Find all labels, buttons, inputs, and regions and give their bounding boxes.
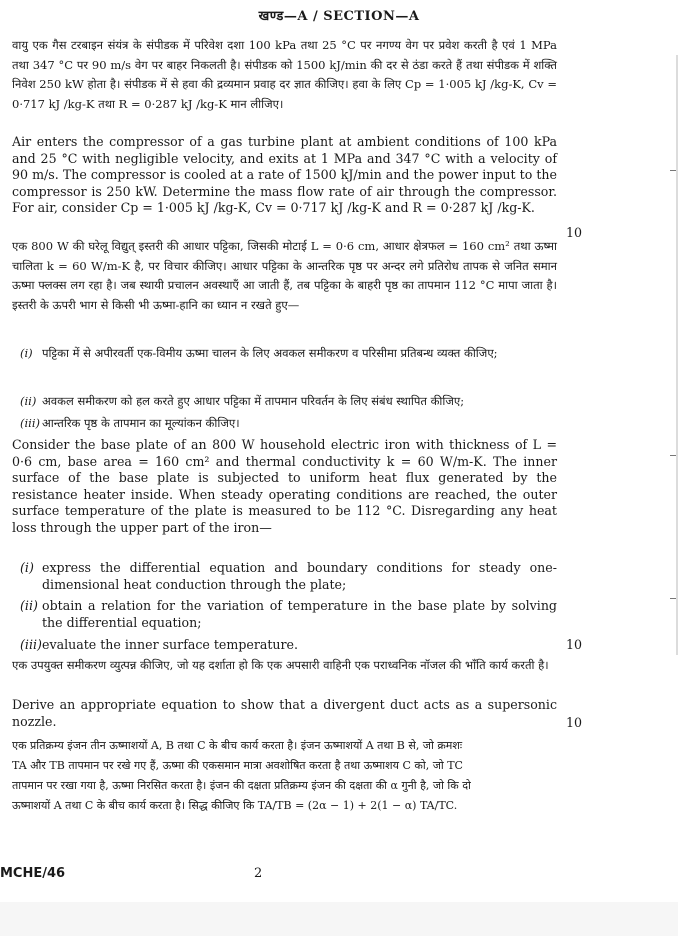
q2-hindi-item-2 (20, 392, 557, 412)
q4-hindi-line-4: ऊष्माशयों A तथा C के बीच कार्य करता है। सिद्ध कीजिए कि TA/TB = (2α − 1) + 2(1 − α) TA/TC. (12, 799, 458, 812)
q1-english: Air enters the compressor of a gas turbine plant at ambient conditions of 100 kPa and 25 °C with negligible velocity, and exits at 1 MPa and 347 °C with a velocity of 90 m/s. The compressor is cooled at a rate of 1500 kJ/min and the power input to the compressor is 250 kW. Determine the mass flow rate of air through the compressor. For air, consider Cp = 1·005 kJ /kg-K, Cv = 0·717 kJ /kg-K and R = 0·287 kJ /kg-K. (12, 134, 557, 215)
margin-tick (670, 598, 676, 599)
q2-english-item-3 (20, 637, 557, 654)
q3-marks: 10 (565, 715, 582, 730)
item-number: (ii) (20, 598, 38, 613)
item-number: (ii) (20, 394, 37, 408)
q2-hindi-item-3 (20, 414, 557, 434)
q4-hindi-line-2: TA और TB तापमान पर रखे गए हैं, ऊष्मा की एकसमान मात्रा अवशोषित करता है तथा ऊष्माशय C को, जो TC (12, 759, 463, 772)
q2-english-item-2 (20, 598, 557, 631)
item-text: express the differential equation and boundary conditions for steady one-dimensional heat conduction through the plate; (42, 560, 557, 592)
item-text: obtain a relation for the variation of temperature in the base plate by solving the differential equation; (42, 598, 557, 630)
item-text: evaluate the inner surface temperature. (42, 637, 299, 652)
paper-code: MCHE/46 (0, 866, 66, 881)
item-number: (iii) (20, 637, 42, 652)
q2-marks: 10 (565, 637, 582, 652)
margin-tick (670, 455, 676, 456)
q4-hindi-line-3: तापमान पर रखा गया है, ऊष्मा निरसित करता है। इंजन की दक्षता प्रतिक्रम्य इंजन की दक्षता की α गुनी है, जो कि दो (12, 779, 471, 792)
q4-hindi-line-1: एक प्रतिक्रम्य इंजन तीन ऊष्माशयों A, B तथा C के बीच कार्य करता है। इंजन ऊष्माशयों A तथा B से, जो क्रमशः (12, 739, 463, 752)
q3-english: Derive an appropriate equation to show that a divergent duct acts as a supersonic nozzle. (12, 697, 557, 729)
q1-hindi: वायु एक गैस टरबाइन संयंत्र के संपीडक में परिवेश दशा 100 kPa तथा 25 °C पर नगण्य वेग पर प्रवेश करती है एवं 1 MPa तथा 347 °C पर 90 m/s वेग पर बाहर निकलती है। संपीडक को 1500 kJ/min की दर से ठंडा करते हैं तथा संपीडक में शक्ति निवेश 250 kW होता है। संपीडक में से हवा की द्रव्यमान प्रवाह दर ज्ञात कीजिए। हवा के लिए Cp = 1·005 kJ /kg-K, Cv = 0·717 kJ /kg-K तथा R = 0·287 kJ /kg-K मान लीजिए। (12, 38, 557, 111)
item-text: आन्तरिक पृष्ठ के तापमान का मूल्यांकन कीजिए। (42, 416, 240, 430)
q2-hindi-item-1 (20, 344, 557, 364)
item-text: पट्टिका में से अपीरवर्ती एक-विमीय ऊष्मा चालन के लिए अवकल समीकरण व परिसीमा प्रतिबन्ध व्यक्त कीजिए; (42, 346, 498, 360)
q2-english-item-1 (20, 560, 557, 593)
scan-bottom-edge (0, 902, 678, 936)
section-header: खण्ड—A / SECTION—A (258, 9, 420, 24)
item-number: (iii) (20, 416, 41, 430)
item-number: (i) (20, 560, 34, 575)
q2-english: Consider the base plate of an 800 W household electric iron with thickness of L = 0·6 cm, base area = 160 cm² and thermal conductivity k = 60 W/m-K. The inner surface of the base plate is subjected to uniform heat flux generated by the resistance heater inside. When steady operating conditions are reached, the outer surface temperature of the plate is measured to be 112 °C. Disregarding any heat loss through the upper part of the iron— (12, 437, 557, 535)
q3-hindi: एक उपयुक्त समीकरण व्युत्पन्न कीजिए, जो यह दर्शाता हो कि एक अपसारी वाहिनी एक पराध्वनिक नॉजल की भाँति कार्य करती है। (12, 658, 549, 672)
margin-tick (670, 170, 676, 171)
item-text: अवकल समीकरण को हल करते हुए आधार पट्टिका में तापमान परिवर्तन के लिए संबंध स्थापित कीजिए; (42, 394, 465, 408)
page-number: 2 (254, 866, 263, 881)
q2-hindi: एक 800 W की घरेलू विद्युत् इस्तरी की आधार पट्टिका, जिसकी मोटाई L = 0·6 cm, आधार क्षेत्रफल = 160 cm² तथा ऊष्मा चालिता k = 60 W/m-K है, पर विचार कीजिए। आधार पट्टिका के आन्तरिक पृष्ठ पर अन्दर लगे प्रतिरोध तापक से जनित समान ऊष्मा फ्लक्स लग रहा है। जब स्थायी प्रचालन अवस्थाएँ आ जाती हैं, तब पट्टिका के बाहरी पृष्ठ का तापमान 112 °C मापा जाता है। इस्तरी के ऊपरी भाग से किसी भी ऊष्मा-हानि का ध्यान न रखते हुए— (12, 239, 557, 312)
q1-marks: 10 (565, 225, 582, 240)
item-number: (i) (20, 346, 33, 360)
